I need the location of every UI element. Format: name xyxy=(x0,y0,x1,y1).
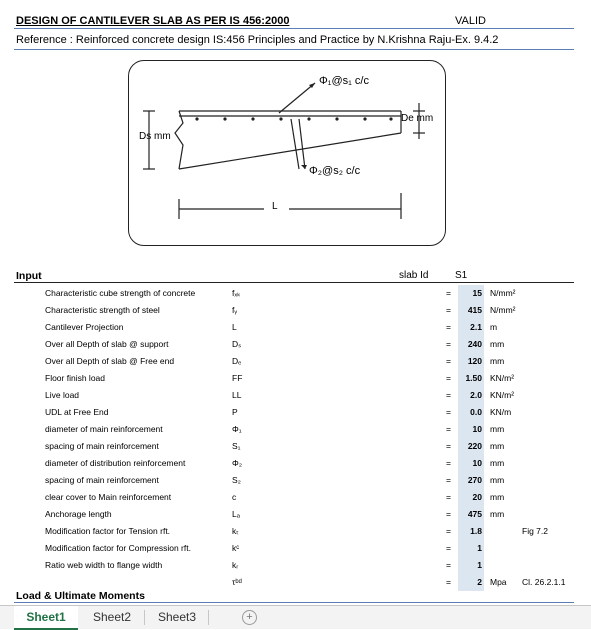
row-equals: = xyxy=(446,509,451,519)
row-value-cell[interactable]: 1.50 xyxy=(458,370,484,387)
row-label: Modification factor for Compression rft. xyxy=(45,543,191,553)
row-symbol: fₓₖ xyxy=(232,288,241,298)
row-value-cell[interactable]: 270 xyxy=(458,472,484,489)
de-label: De mm xyxy=(401,113,434,124)
row-symbol: Lₐ xyxy=(232,509,240,519)
slab-id-label: slab Id xyxy=(399,270,429,281)
row-symbol: L xyxy=(232,322,237,332)
row-label: Over all Depth of slab @ Free end xyxy=(45,356,175,366)
row-unit: mm xyxy=(490,356,505,366)
row-equals: = xyxy=(446,322,451,332)
row-equals: = xyxy=(446,424,451,434)
bottom-bar-label: Φ₂@s₂ c/c xyxy=(309,165,361,177)
ds-label: Ds mm xyxy=(139,131,171,142)
row-value-cell[interactable]: 2.1 xyxy=(458,319,484,336)
row-label: Anchorage length xyxy=(45,509,112,519)
row-unit: mm xyxy=(490,458,505,468)
sheet-title: DESIGN OF CANTILEVER SLAB AS PER IS 456:2000 xyxy=(16,15,290,27)
tab-sheet3[interactable]: Sheet3 xyxy=(157,610,197,624)
input-row xyxy=(0,353,591,370)
row-value-cell[interactable]: 120 xyxy=(458,353,484,370)
input-row xyxy=(0,557,591,574)
input-row xyxy=(0,387,591,404)
row-value-cell[interactable]: 2 xyxy=(458,574,484,591)
row-symbol: FF xyxy=(232,373,243,383)
input-row xyxy=(0,421,591,438)
length-label: L xyxy=(272,201,278,212)
row-symbol: S₁ xyxy=(232,441,241,451)
input-row xyxy=(0,472,591,489)
input-row xyxy=(0,523,591,540)
row-label: Characteristic strength of steel xyxy=(45,305,160,315)
row-label: UDL at Free End xyxy=(45,407,109,417)
input-underline xyxy=(14,282,574,283)
row-label: clear cover to Main reinforcement xyxy=(45,492,172,502)
row-label: Over all Depth of slab @ support xyxy=(45,339,169,349)
row-equals: = xyxy=(446,492,451,502)
row-label: Live load xyxy=(45,390,80,400)
row-value-cell[interactable]: 0.0 xyxy=(458,404,484,421)
row-value-cell[interactable]: 15 xyxy=(458,285,484,302)
add-sheet-icon[interactable]: + xyxy=(242,610,257,625)
row-unit: KN/m xyxy=(490,407,512,417)
tab-sheet2[interactable]: Sheet2 xyxy=(92,610,132,624)
slab-id-value[interactable]: S1 xyxy=(455,270,468,281)
row-label: diameter of main reinforcement xyxy=(45,424,163,434)
row-value-cell[interactable]: 220 xyxy=(458,438,484,455)
row-value-cell[interactable]: 1.8 xyxy=(458,523,484,540)
row-value-cell[interactable]: 475 xyxy=(458,506,484,523)
row-equals: = xyxy=(446,339,451,349)
row-note: Fig 7.2 xyxy=(522,526,548,536)
row-equals: = xyxy=(446,305,451,315)
input-row xyxy=(0,285,591,302)
row-unit: mm xyxy=(490,509,505,519)
row-equals: = xyxy=(446,441,451,451)
row-unit: N/mm² xyxy=(490,288,516,298)
row-label: spacing of main reinforcement xyxy=(45,441,159,451)
input-row xyxy=(0,336,591,353)
status-cell: VALID xyxy=(455,15,486,27)
input-row xyxy=(0,370,591,387)
input-heading: Input xyxy=(16,270,42,282)
row-unit: KN/m² xyxy=(490,390,515,400)
row-value-cell[interactable]: 415 xyxy=(458,302,484,319)
row-unit: N/mm² xyxy=(490,305,516,315)
input-row xyxy=(0,404,591,421)
top-bar-label: Φ₁@s₁ c/c xyxy=(319,75,369,87)
row-label: Cantilever Projection xyxy=(45,322,124,332)
row-unit: mm xyxy=(490,441,505,451)
row-label: diameter of distribution reinforcement xyxy=(45,458,186,468)
row-equals: = xyxy=(446,475,451,485)
row-equals: = xyxy=(446,407,451,417)
row-symbol: Φ₂ xyxy=(232,458,243,468)
row-equals: = xyxy=(446,458,451,468)
row-unit: mm xyxy=(490,475,505,485)
row-unit: KN/m² xyxy=(490,373,515,383)
row-symbol: kₜ xyxy=(232,526,239,536)
row-label: Characteristic cube strength of concrete xyxy=(45,288,196,298)
row-note: Cl. 26.2.1.1 xyxy=(522,577,566,587)
row-unit: mm xyxy=(490,339,505,349)
input-row xyxy=(0,506,591,523)
input-row xyxy=(0,438,591,455)
input-row xyxy=(0,302,591,319)
load-section-heading: Load & Ultimate Moments xyxy=(16,590,145,602)
row-unit: mm xyxy=(490,424,505,434)
row-value-cell[interactable]: 1 xyxy=(458,540,484,557)
row-label: Ratio web width to flange width xyxy=(45,560,163,570)
row-equals: = xyxy=(446,390,451,400)
input-row xyxy=(0,540,591,557)
row-symbol: Φ₁ xyxy=(232,424,242,434)
reference-text: Reference : Reinforced concrete design IS:456 Principles and Practice by N.Krishna Raju-Ex. 9.4.2 xyxy=(16,34,499,46)
row-equals: = xyxy=(446,577,451,587)
row-value-cell[interactable]: 10 xyxy=(458,455,484,472)
row-value-cell[interactable]: 20 xyxy=(458,489,484,506)
row-unit: m xyxy=(490,322,498,332)
row-value-cell[interactable]: 1 xyxy=(458,557,484,574)
tab-sheet1[interactable]: Sheet1 xyxy=(14,606,78,630)
cantilever-slab-figure[interactable] xyxy=(128,60,446,246)
load-section-underline xyxy=(14,602,574,603)
row-value-cell[interactable]: 2.0 xyxy=(458,387,484,404)
row-symbol: S₂ xyxy=(232,475,241,485)
tab-separator xyxy=(144,610,145,625)
input-row xyxy=(0,319,591,336)
row-symbol: P xyxy=(232,407,238,417)
row-label: Modification factor for Tension rft. xyxy=(45,526,171,536)
input-row xyxy=(0,574,591,591)
row-symbol: τᵇᵈ xyxy=(232,577,242,587)
row-unit: Mpa xyxy=(490,577,507,587)
row-symbol: LL xyxy=(232,390,242,400)
row-equals: = xyxy=(446,288,451,298)
row-symbol: kᶜ xyxy=(232,543,240,553)
reference-underline xyxy=(14,49,574,50)
slab-diagram xyxy=(129,61,447,247)
row-equals: = xyxy=(446,543,451,553)
row-symbol: kᵣ xyxy=(232,560,239,570)
row-equals: = xyxy=(446,560,451,570)
tab-separator xyxy=(208,610,209,625)
row-label: spacing of main reinforcement xyxy=(45,475,159,485)
input-row xyxy=(0,489,591,506)
row-value-cell[interactable]: 240 xyxy=(458,336,484,353)
sheet-tab-bar xyxy=(0,605,591,629)
row-value-cell[interactable]: 10 xyxy=(458,421,484,438)
title-underline xyxy=(14,28,574,29)
row-symbol: fᵧ xyxy=(232,305,238,315)
row-equals: = xyxy=(446,373,451,383)
row-label: Floor finish load xyxy=(45,373,106,383)
row-symbol: c xyxy=(232,492,237,502)
row-symbol: Dₑ xyxy=(232,356,242,366)
input-row xyxy=(0,455,591,472)
row-unit: mm xyxy=(490,492,505,502)
row-symbol: Dₛ xyxy=(232,339,242,349)
row-equals: = xyxy=(446,526,451,536)
row-equals: = xyxy=(446,356,451,366)
